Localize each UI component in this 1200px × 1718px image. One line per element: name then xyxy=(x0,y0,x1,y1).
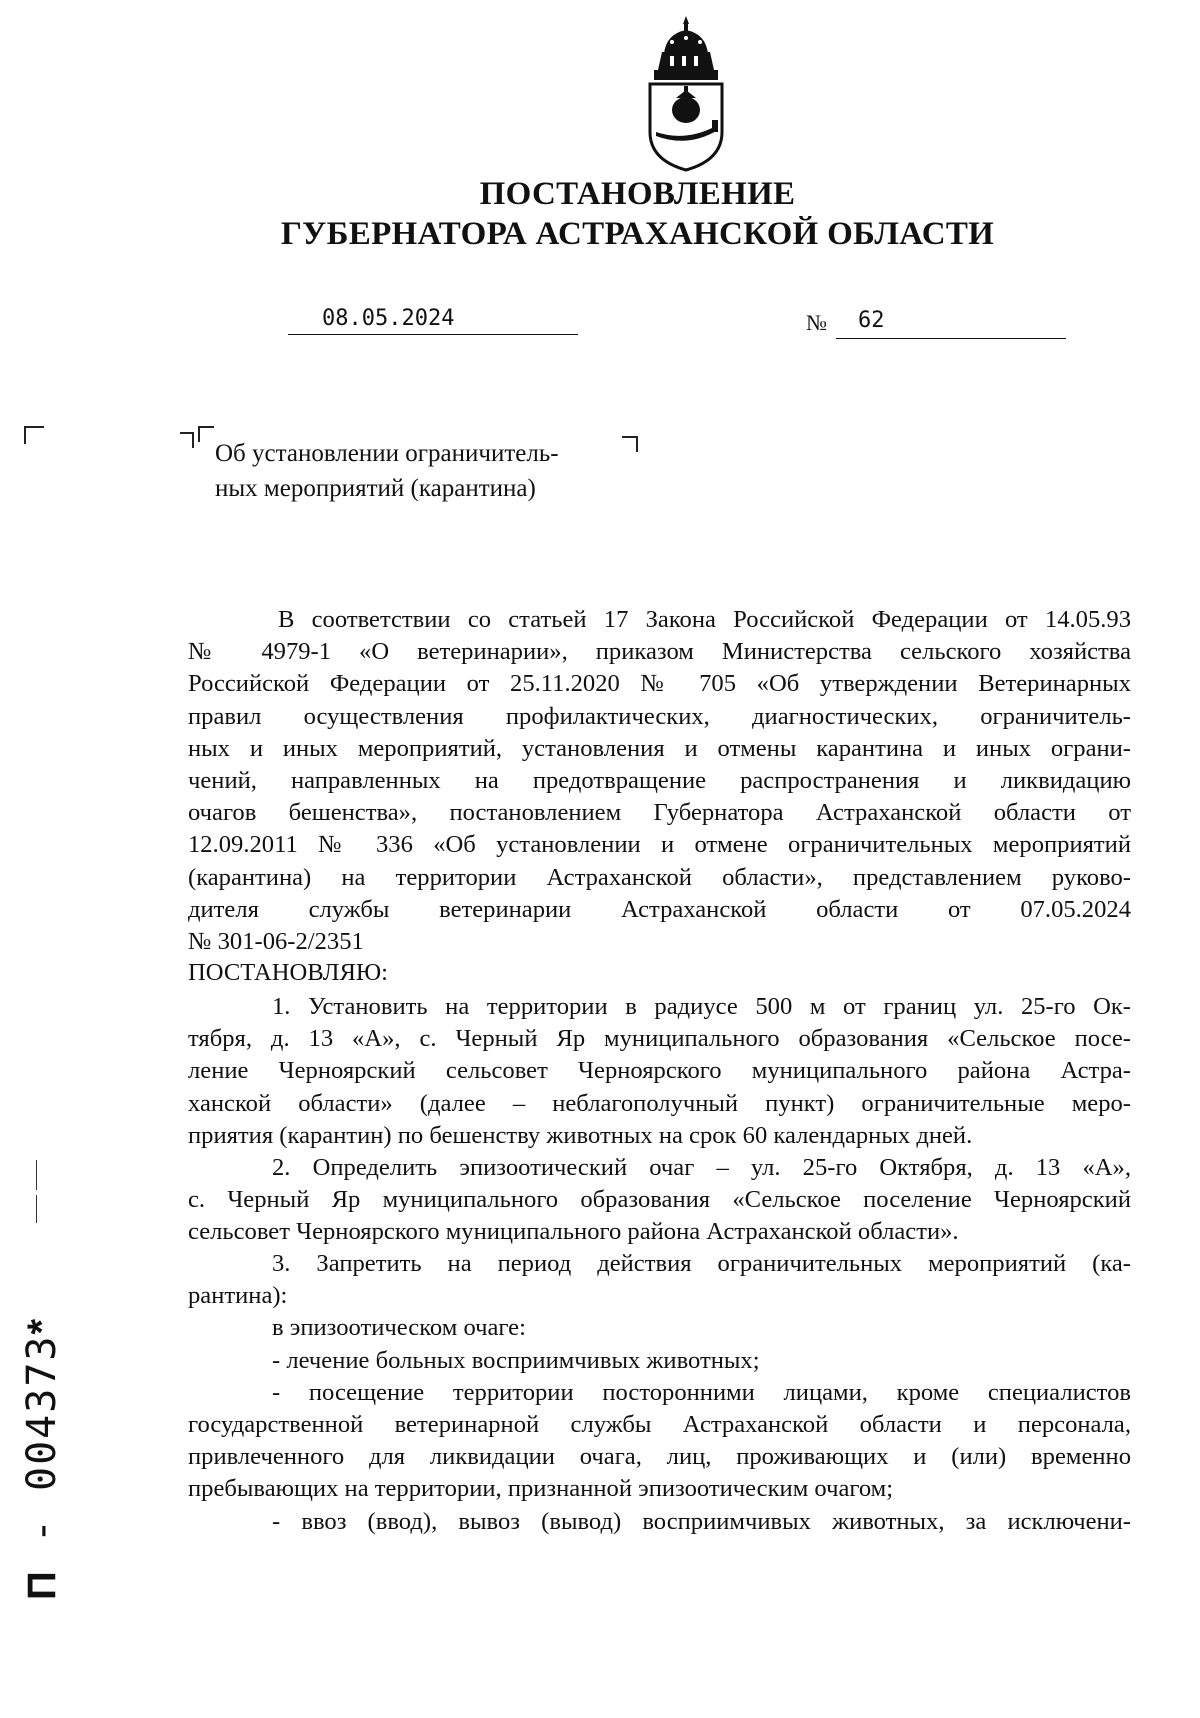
registration-serial xyxy=(18,1317,65,1600)
item-3-paragraph xyxy=(188,1248,1131,1538)
corner-mark-left xyxy=(24,426,44,444)
item-1-paragraph xyxy=(188,991,1131,1152)
subject-corner-mark xyxy=(198,426,214,442)
text-line: ханской области» (далее – неблагополучный пункт) ограничительные меро- xyxy=(188,1089,1131,1117)
subject-line: ных мероприятий (карантина) xyxy=(215,475,536,502)
text-line: 3. Запретить на период действия ограничительных мероприятий (ка- xyxy=(272,1250,1131,1277)
text-line: очагов бешенства», постановлением Губернатора Астраханской области от xyxy=(188,799,1131,827)
text-line: Российской Федерации от 25.11.2020 № 705 «Об утверждении Ветеринарных xyxy=(188,670,1131,698)
text-line: дителя службы ветеринарии Астраханской области от 07.05.2024 xyxy=(188,895,1131,923)
document-date: 08.05.2024 xyxy=(322,306,455,331)
document-issuer: ГУБЕРНАТОРА АСТРАХАНСКОЙ ОБЛАСТИ xyxy=(280,216,995,252)
serial-number: - 004373 xyxy=(19,1334,65,1570)
date-underline xyxy=(288,334,578,335)
document-number: 62 xyxy=(858,308,885,333)
text-line: - ввоз (ввод), вывоз (вывод) восприимчивых животных, за исключени- xyxy=(272,1507,1131,1535)
text-line: (карантина) на территории Астраханской области», представлением руково- xyxy=(188,863,1131,891)
decree-word: ПОСТАНОВЛЯЮ: xyxy=(188,959,388,986)
text-line: тября, д. 13 «А», с. Черный Яр муниципального образования «Сельское посе- xyxy=(188,1025,1131,1053)
text-line: 12.09.2011 № 336 «Об установлении и отмене ограничительных мероприятий xyxy=(188,831,1131,859)
text-line: сельсовет Черноярского муниципального района Астраханской области». xyxy=(188,1218,959,1246)
subject-corner-mark xyxy=(180,432,194,448)
text-line: привлеченного для ликвидации очага, лиц, проживающих и (или) временно xyxy=(188,1443,1131,1471)
text-line: № 301-06-2/2351 xyxy=(188,927,364,955)
text-line: 2. Определить эпизоотический очаг – ул. 25-го Октября, д. 13 «А», xyxy=(272,1154,1131,1181)
text-line: № 4979-1 «О ветеринарии», приказом Министерства сельского хозяйства xyxy=(188,638,1131,666)
text-line: ных и иных мероприятий, установления и отмены карантина и иных ограни- xyxy=(188,734,1131,762)
document-title: ПОСТАНОВЛЕНИЕ xyxy=(479,176,796,212)
margin-bar xyxy=(36,1195,37,1223)
text-line: правил осуществления профилактических, диагностических, ограничитель- xyxy=(188,702,1131,730)
serial-prefix: П xyxy=(20,1569,64,1600)
text-line: пребывающих на территории, признанной эпизоотическим очагом; xyxy=(188,1475,894,1503)
text-line: чений, направленных на предотвращение распространения и ликвидацию xyxy=(188,766,1131,794)
text-line: в эпизоотическом очаге: xyxy=(272,1314,526,1342)
text-line: с. Черный Яр муниципального образования «Сельское поселение Черноярский xyxy=(188,1186,1131,1214)
margin-bar xyxy=(36,1160,37,1190)
text-line: приятия (карантин) по бешенству животных на срок 60 календарных дней. xyxy=(188,1121,973,1149)
subject-corner-mark-right xyxy=(622,436,638,452)
text-line: государственной ветеринарной службы Астраханской области и персонала, xyxy=(188,1410,1131,1438)
subject-line: Об установлении ограничитель- xyxy=(215,440,559,467)
preamble-paragraph xyxy=(188,604,1131,958)
item-2-paragraph xyxy=(188,1152,1131,1249)
coat-of-arms-emblem xyxy=(636,14,736,174)
number-underline xyxy=(836,338,1066,339)
text-line: 1. Установить на территории в радиусе 500 м от границ ул. 25-го Ок- xyxy=(272,993,1131,1020)
text-line: рантина): xyxy=(188,1282,288,1310)
text-line: В соответствии со статьей 17 Закона Российской Федерации от 14.05.93 xyxy=(278,606,1131,633)
number-sign: № xyxy=(806,310,827,335)
serial-suffix: * xyxy=(20,1316,64,1335)
text-line: ление Черноярский сельсовет Черноярского муниципального района Астра- xyxy=(188,1057,1131,1085)
text-line: - посещение территории посторонними лицами, кроме специалистов xyxy=(272,1378,1131,1406)
text-line: - лечение больных восприимчивых животных; xyxy=(272,1346,760,1374)
